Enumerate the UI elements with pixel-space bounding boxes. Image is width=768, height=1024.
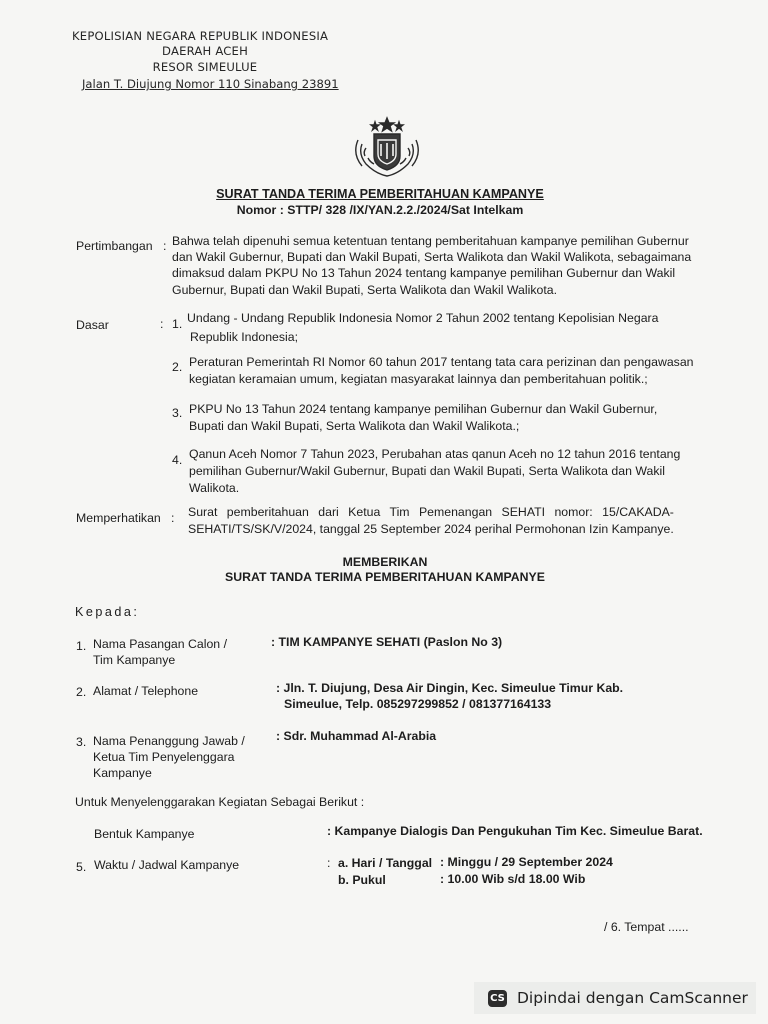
memberikan-heading: MEMBERIKAN — [342, 555, 428, 569]
pukul-value: : 10.00 Wib s/d 18.00 Wib — [440, 872, 586, 886]
hari-tanggal-value: : Minggu / 29 September 2024 — [440, 855, 613, 869]
pertimbangan-line-2: dan Wakil Gubernur, Bupati dan Wakil Bupati, Serta Walikota dan Wakil Walikota, sebagaimana — [172, 250, 692, 264]
pukul-label: b. Pukul — [338, 873, 386, 887]
police-crest-emblem — [348, 114, 426, 180]
kepada-item-3-label-line-1: Nama Penanggung Jawab / — [93, 734, 245, 748]
letterhead-line-1: KEPOLISIAN NEGARA REPUBLIK INDONESIA — [72, 29, 329, 43]
dasar-item-1-line-2: Republik Indonesia; — [190, 330, 299, 344]
kepada-label: Kepada: — [75, 605, 140, 619]
memperhatikan-line-2: SEHATI/TS/SK/V/2024, tanggal 25 September 2024 perihal Permohonan Izin Kampanye. — [188, 522, 674, 536]
pertimbangan-line-4: Gubernur, Bupati dan Wakil Bupati, Serta Walikota dan Wakil Walikota. — [172, 283, 558, 297]
memperhatikan-line-1: Surat pemberitahuan dari Ketua Tim Pemenangan SEHATI nomor: 15/CAKADA- — [188, 505, 674, 519]
continuation-marker: / 6. Tempat ...... — [604, 920, 689, 934]
kepada-item-2-value-line-1: : Jln. T. Diujung, Desa Air Dingin, Kec. Simeulue Timur Kab. — [276, 681, 624, 695]
waktu-colon: : — [327, 856, 331, 870]
memperhatikan-colon: : — [171, 511, 175, 525]
kepada-item-3-number: 3. — [76, 735, 87, 749]
camscanner-badge — [474, 982, 756, 1014]
pertimbangan-line-1: Bahwa telah dipenuhi semua ketentuan tentang pemberitahuan kampanye pemilihan Gubernur — [172, 234, 689, 248]
memberikan-subheading: SURAT TANDA TERIMA PEMBERITAHUAN KAMPANYE — [225, 570, 545, 584]
dasar-colon: : — [160, 317, 164, 331]
camscanner-logo-icon: CS — [488, 990, 507, 1007]
dasar-item-4-line-1: Qanun Aceh Nomor 7 Tahun 2023, Perubahan atas qanun Aceh no 12 tahun 2016 tentang — [189, 447, 681, 461]
kepada-item-2-number: 2. — [76, 685, 87, 699]
dasar-item-3-line-2: Bupati dan Wakil Bupati, Serta Walikota dan Wakil Walikota.; — [189, 419, 520, 433]
dasar-item-1-line-1: Undang - Undang Republik Indonesia Nomor 2 Tahun 2002 tentang Kepolisian Negara — [187, 311, 659, 325]
dasar-item-3-line-1: PKPU No 13 Tahun 2024 tentang kampanye pemilihan Gubernur dan Wakil Gubernur, — [189, 402, 658, 416]
bentuk-kampanye-label: Bentuk Kampanye — [94, 827, 195, 841]
dasar-item-1-number: 1. — [172, 317, 183, 331]
kepada-item-3-label-line-3: Kampanye — [93, 766, 152, 780]
memperhatikan-label: Memperhatikan — [76, 511, 161, 525]
dasar-item-4-number: 4. — [172, 453, 183, 467]
dasar-item-2-line-1: Peraturan Pemerintah RI Nomor 60 tahun 2017 tentang tata cara perizinan dan pengawasan — [189, 355, 694, 369]
dasar-item-2-line-2: kegiatan keramaian umum, kegiatan masyarakat lainnya dan pemberitahuan politik.; — [189, 372, 648, 386]
dasar-label: Dasar — [76, 318, 109, 332]
kepada-item-1-value: : TIM KAMPANYE SEHATI (Paslon No 3) — [271, 635, 503, 649]
document-number: Nomor : STTP/ 328 /IX/YAN.2.2./2024/Sat Intelkam — [236, 203, 524, 217]
waktu-number: 5. — [76, 860, 87, 874]
waktu-label: Waktu / Jadwal Kampanye — [94, 858, 240, 872]
kegiatan-intro: Untuk Menyelenggarakan Kegiatan Sebagai Berikut : — [75, 795, 365, 809]
kepada-item-2-label: Alamat / Telephone — [93, 684, 199, 698]
camscanner-badge-text: Dipindai dengan CamScanner — [517, 989, 748, 1007]
kepada-item-3-value: : Sdr. Muhammad Al-Arabia — [276, 729, 437, 743]
letterhead-line-3: RESOR SIMEULUE — [152, 60, 258, 74]
hari-tanggal-label: a. Hari / Tanggal — [338, 856, 433, 870]
letterhead-line-2: DAERAH ACEH — [162, 44, 248, 58]
dasar-item-3-number: 3. — [172, 406, 183, 420]
kepada-item-1-label-line-2: Tim Kampanye — [93, 653, 176, 667]
pertimbangan-colon: : — [163, 239, 167, 253]
pertimbangan-line-3: dimaksud dalam PKPU No 13 Tahun 2024 tentang kampanye pemilihan Gubernur dan Wakil — [172, 266, 676, 280]
kepada-item-3-label-line-2: Ketua Tim Penyelenggara — [93, 750, 235, 764]
kepada-item-2-value-line-2: Simeulue, Telp. 085297299852 / 081377164133 — [284, 697, 552, 711]
document-title: SURAT TANDA TERIMA PEMBERITAHUAN KAMPANYE — [216, 187, 544, 201]
dasar-item-4-line-2: pemilihan Gubernur/Wakil Gubernur, Bupati dan Wakil Bupati, Serta Walikota dan Wakil — [189, 464, 665, 478]
dasar-item-4-line-3: Walikota. — [189, 481, 240, 495]
pertimbangan-label: Pertimbangan — [76, 239, 153, 253]
bentuk-kampanye-value: : Kampanye Dialogis Dan Pengukuhan Tim Kec. Simeulue Barat. — [327, 824, 703, 838]
kepada-item-1-label-line-1: Nama Pasangan Calon / — [93, 637, 227, 651]
kepada-item-1-number: 1. — [76, 639, 87, 653]
dasar-item-2-number: 2. — [172, 360, 183, 374]
letterhead-address: Jalan T. Diujung Nomor 110 Sinabang 23891 — [82, 77, 339, 91]
